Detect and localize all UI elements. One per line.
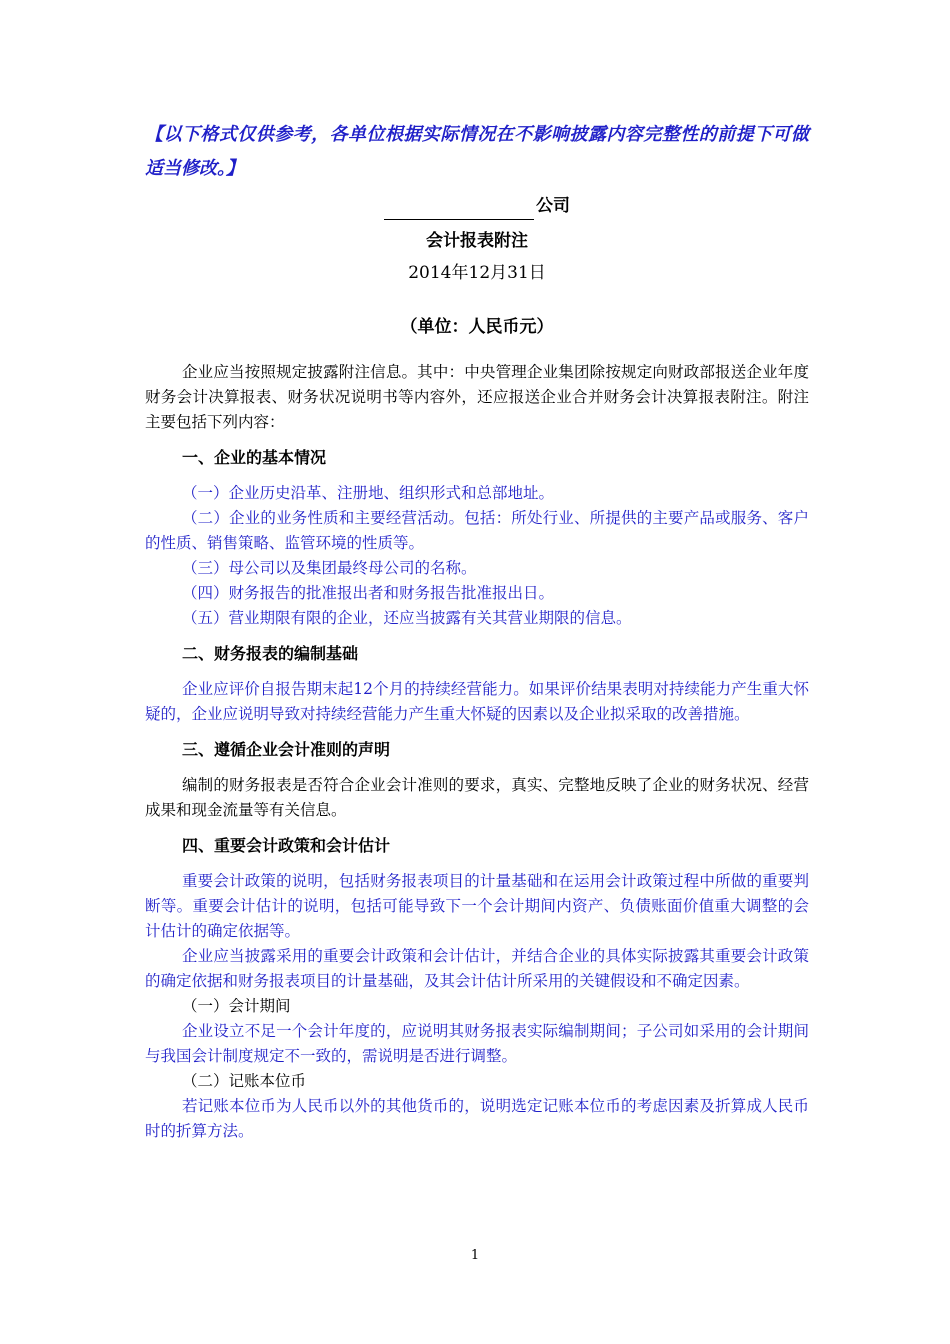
- list-item: （二）企业的业务性质和主要经营活动。包括：所处行业、所提供的主要产品或服务、客户的性质、销售策略、监管环境的性质等。: [145, 509, 809, 552]
- section-4-heading: 四、重要会计政策和会计估计: [182, 836, 391, 855]
- page-number: 1: [470, 1248, 480, 1263]
- list-item: （三）母公司以及集团最终母公司的名称。: [182, 559, 477, 577]
- intro-paragraph: 企业应当按照规定披露附注信息。其中：中央管理企业集团除按规定向财政部报送企业年度财务会计决算报表、财务状况说明书等内容外，还应报送企业合并财务会计决算报表附注。附注主要包括下列内容：: [145, 363, 809, 431]
- section-2-text: 企业应评价自报告期末起12个月的持续经营能力。如果评价结果表明对持续能力产生重大怀疑的，企业应说明导致对持续经营能力产生重大怀疑的因素以及企业拟采取的改善措施。: [145, 680, 809, 723]
- section-4-paragraph-1: 重要会计政策的说明，包括财务报表项目的计量基础和在运用会计政策过程中所做的重要判断等。重要会计估计的说明，包括可能导致下一个会计期间内资产、负债账面价值重大调整的会计估计的确定依据等。: [145, 872, 809, 940]
- company-line: [145, 192, 809, 220]
- list-item: （四）财务报告的批准报出者和财务报告批准报出日。: [182, 584, 555, 602]
- list-item: （一）企业历史沿革、注册地、组织形式和总部地址。: [182, 484, 555, 502]
- subsection-currency-title: （二）记账本位币: [182, 1072, 307, 1090]
- section-3-heading: 三、遵循企业会计准则的声明: [182, 740, 391, 759]
- section-3-text: 编制的财务报表是否符合企业会计准则的要求，真实、完整地反映了企业的财务状况、经营成果和现金流量等有关信息。: [145, 776, 809, 819]
- company-name-blank: [384, 199, 534, 220]
- format-note: 【以下格式仅供参考，各单位根据实际情况在不影响披露内容完整性的前提下可做适当修改。】: [145, 124, 809, 179]
- list-item: （五）营业期限有限的企业，还应当披露有关其营业期限的信息。: [182, 609, 632, 627]
- subsection-accounting-period-text: 企业设立不足一个会计年度的，应说明其财务报表实际编制期间；子公司如采用的会计期间与我国会计制度规定不一致的，需说明是否进行调整。: [145, 1022, 809, 1065]
- subsection-accounting-period-title: （一）会计期间: [182, 997, 291, 1015]
- subsection-currency-text: 若记账本位币为人民币以外的其他货币的，说明选定记账本位币的考虑因素及折算成人民币时的折算方法。: [145, 1097, 809, 1140]
- report-date: 2014年12月31日: [408, 263, 546, 283]
- company-suffix: 公司: [536, 196, 570, 216]
- section-2-heading: 二、财务报表的编制基础: [182, 644, 359, 663]
- currency-unit: （单位：人民币元）: [400, 317, 554, 337]
- section-1-heading: 一、企业的基本情况: [182, 448, 327, 467]
- document-page: [145, 118, 809, 1144]
- section-4-paragraph-2: 企业应当披露采用的重要会计政策和会计估计，并结合企业的具体实际披露其重要会计政策的确定依据和财务报表项目的计量基础，及其会计估计所采用的关键假设和不确定因素。: [145, 947, 809, 990]
- section-1-items: [145, 481, 809, 631]
- report-title: 会计报表附注: [426, 231, 528, 251]
